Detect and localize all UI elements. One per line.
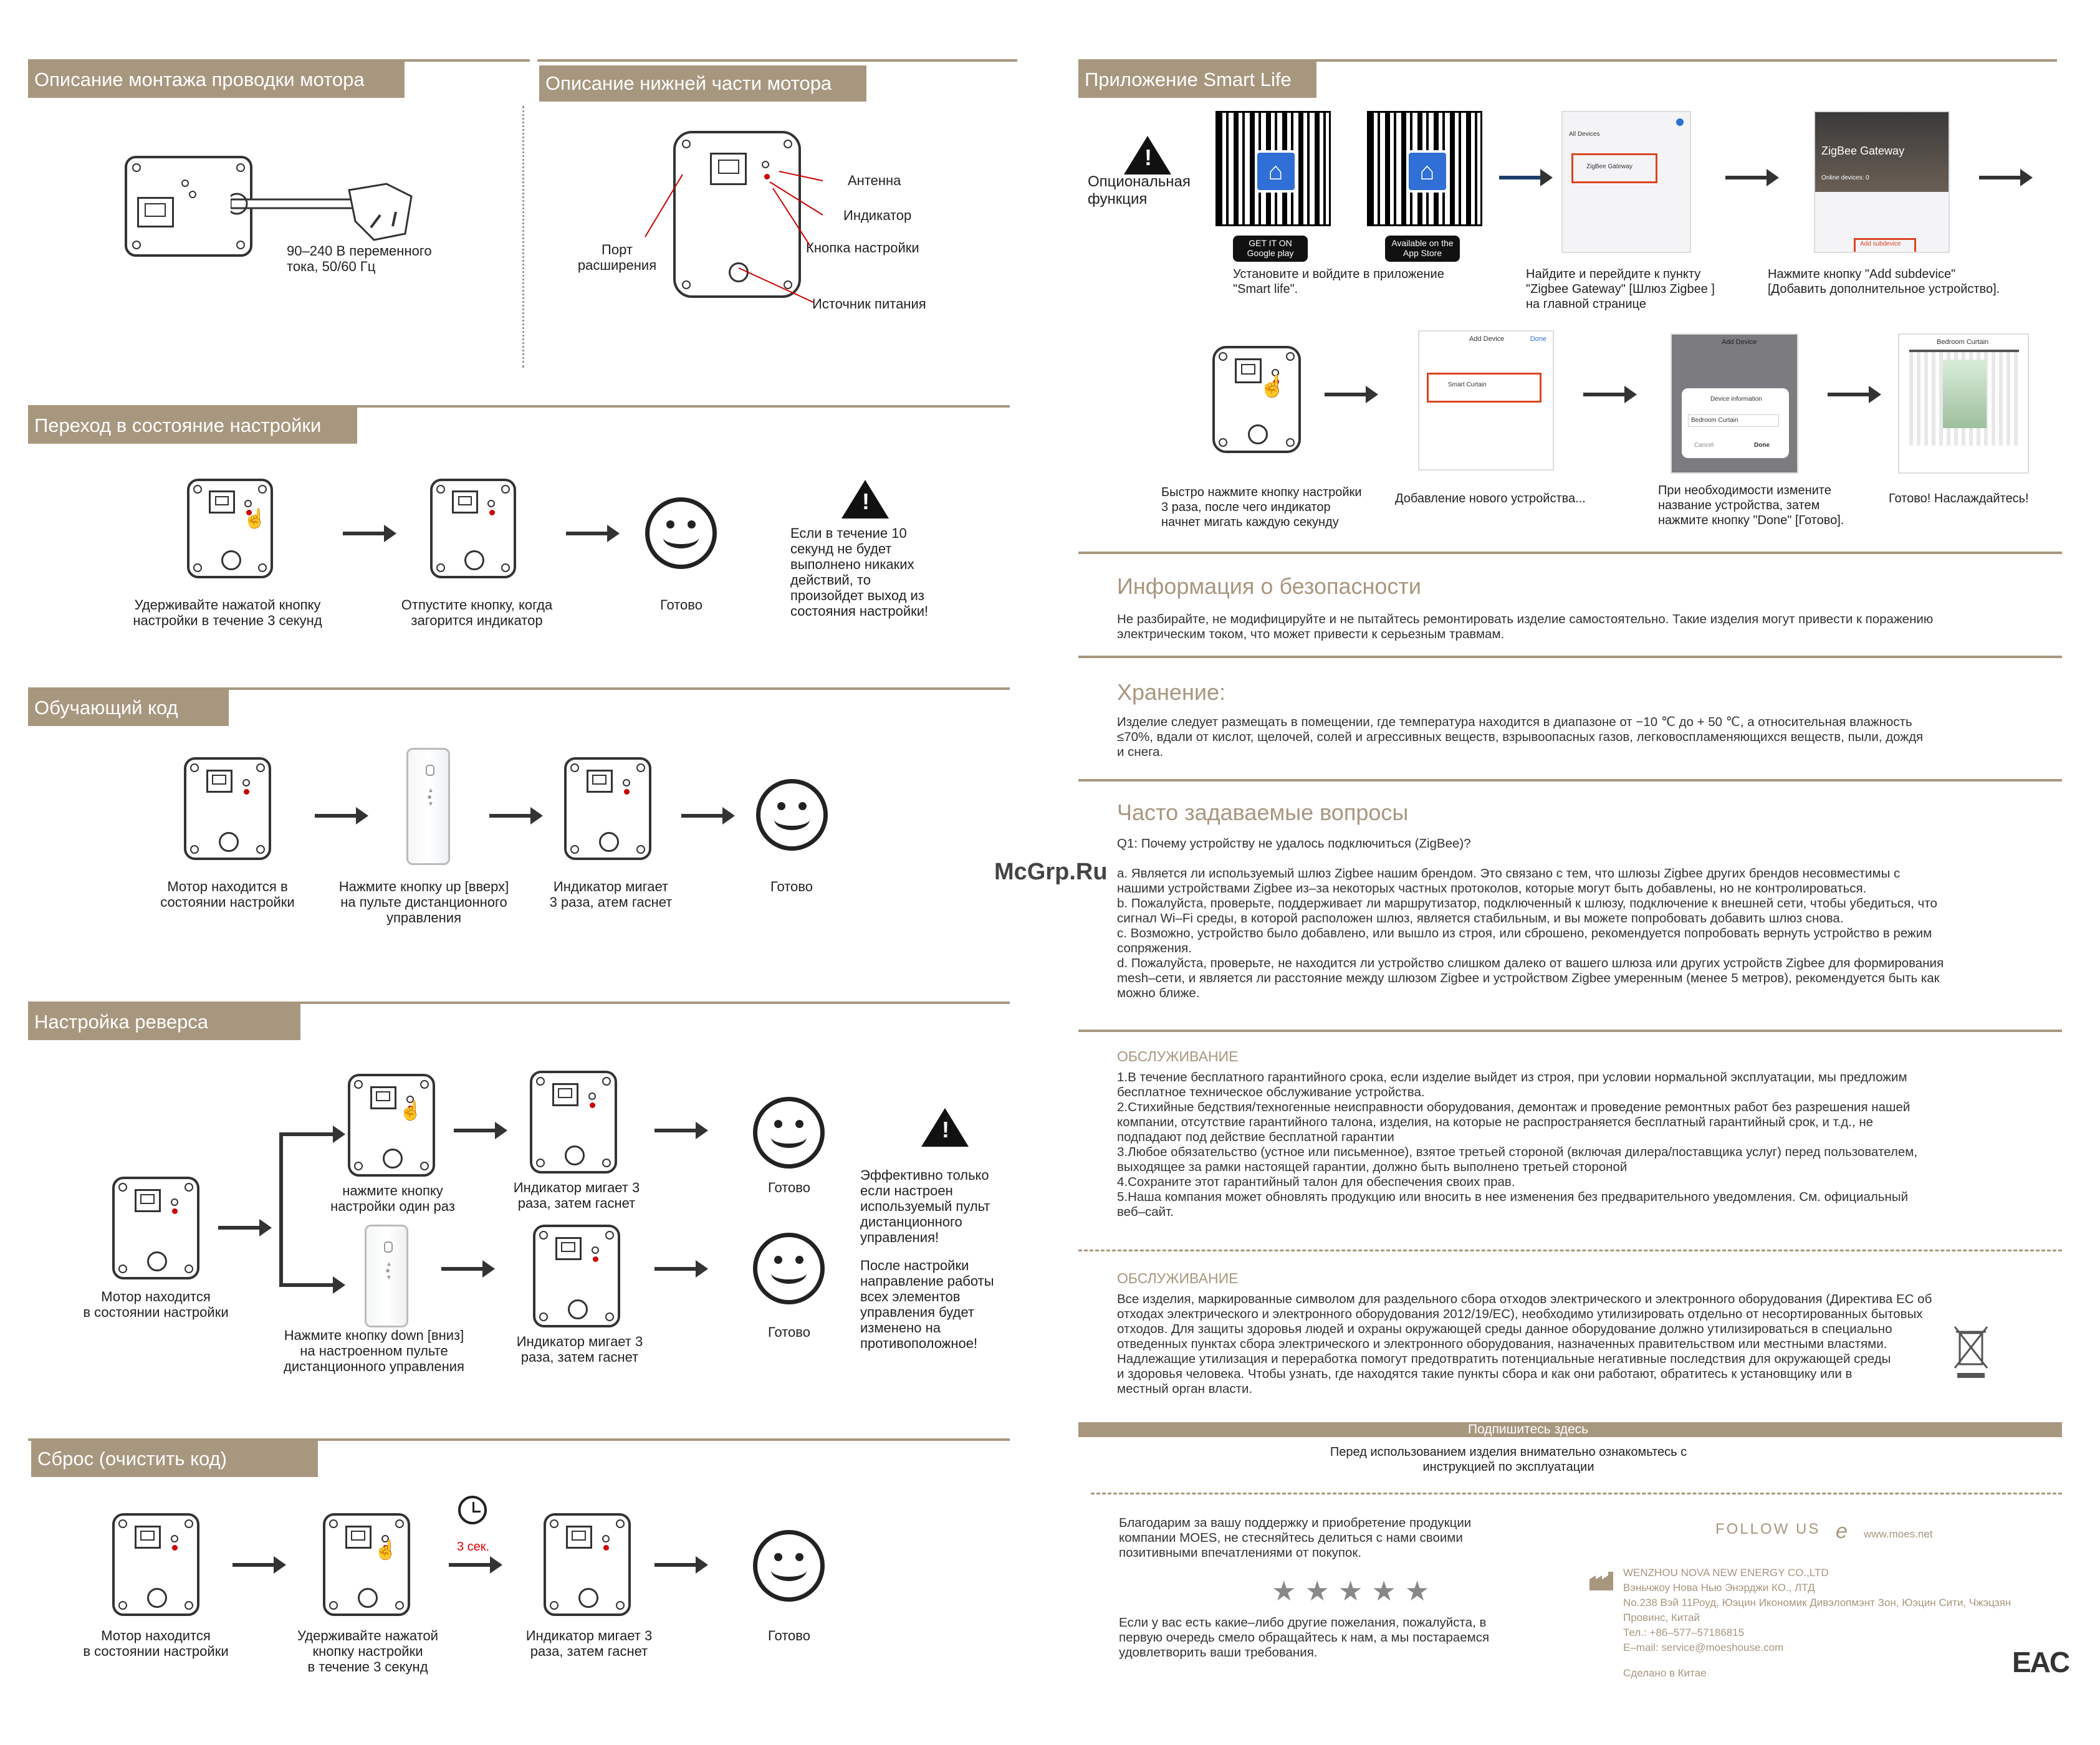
add-sub-caption: Нажмите кнопку "Add subdevice" [Добавить дополнительное устройство]. xyxy=(1768,267,2000,296)
arrow xyxy=(654,1563,698,1567)
star-icon[interactable]: ★ xyxy=(1338,1576,1363,1607)
service2-title: ОБСЛУЖИВАНИЕ xyxy=(1117,1270,1239,1286)
smiley-icon xyxy=(753,1530,825,1602)
s4-cancel[interactable]: Cancel xyxy=(1694,442,1714,449)
arrow xyxy=(233,1563,276,1567)
sign-text: Перед использованием изделия внимательно ознакомьтесь с инструкцией по эксплуатации xyxy=(1330,1445,1687,1474)
reset-step3: Индикатор мигает 3 раза, затем гаснет xyxy=(525,1628,653,1659)
reverse-header: Настройка реверса xyxy=(28,1004,300,1040)
device-name-input[interactable]: Bedroom Curtain xyxy=(1688,414,1779,427)
remote-control-down: ▲ ■ ▼ xyxy=(365,1225,408,1327)
power-label: 90–240 В переменного тока, 50/60 Гц xyxy=(287,243,432,274)
antenna-label: Антенна xyxy=(848,173,901,188)
reset-step2: Удерживайте нажатой кнопку настройки в течение 3 секунд xyxy=(297,1628,438,1675)
optional-label: Опциональная функция xyxy=(1088,173,1191,208)
reset-step1: Мотор находится в состоянии настройки xyxy=(83,1628,229,1659)
qr-code-android xyxy=(1215,111,1331,226)
service-divider xyxy=(1078,1250,2062,1251)
arrow xyxy=(654,1129,698,1132)
phone-screen-curtain xyxy=(1898,333,2029,474)
arrow xyxy=(343,532,386,535)
arrow xyxy=(681,814,725,818)
phone-screen-devices xyxy=(1561,111,1691,253)
smiley-icon xyxy=(756,779,828,851)
rename-caption: При необходимости измените название устройства, затем нажмите кнопку "Done" [Готово]. xyxy=(1658,484,1844,527)
faq-q1: Q1: Почему устройству не удалось подключиться (ZigBee)? xyxy=(1117,836,1471,851)
arrow xyxy=(489,814,533,818)
phone-screen-device-info xyxy=(1671,333,1798,474)
hand-press-icon: ☝ xyxy=(243,509,267,529)
site-link[interactable]: www.moes.net xyxy=(1864,1528,1933,1540)
reset-header: Сброс (очистить код) xyxy=(31,1441,318,1477)
section-divider xyxy=(522,106,524,368)
setup-step1: Удерживайте нажатой кнопку настройки в течение 3 секунд xyxy=(133,597,322,628)
reverse-bot2: Индикатор мигает 3 раза, затем гаснет xyxy=(516,1334,643,1365)
app-header: Приложение Smart Life xyxy=(1078,62,1316,98)
faq-rule xyxy=(1078,779,2062,782)
setup-step3: Готово xyxy=(660,597,702,613)
arrow xyxy=(1828,393,1871,396)
arrow xyxy=(279,1132,335,1136)
learn-header: Обучающий код xyxy=(28,690,229,726)
s3-title: Add Device xyxy=(1469,335,1505,343)
made-in: Сделано в Китае xyxy=(1623,1667,1707,1679)
arrow xyxy=(1725,176,1769,179)
reverse-top3: Готово xyxy=(768,1180,810,1195)
motor-learn-2 xyxy=(564,757,651,860)
arrow xyxy=(1979,176,2023,179)
home-icon: ⌂ xyxy=(1255,150,1297,193)
s4-title: Add Device xyxy=(1722,338,1757,346)
reverse-note2: После настройки направление работы всех элементов управления будет изменено на противоположное! xyxy=(860,1258,994,1351)
setup-step2: Отпустите кнопку, когда загорится индикатор xyxy=(401,597,553,628)
reverse-bot1: Нажмите кнопку down [вниз] на настроенном пульте дистанционного управления xyxy=(284,1327,464,1374)
hand-press-icon: ☝ xyxy=(374,1540,398,1561)
hand-press-icon: ☝ xyxy=(399,1101,423,1121)
smiley-icon xyxy=(645,497,717,569)
phone-screen-gateway xyxy=(1814,111,1950,253)
motor-reverse-bot xyxy=(533,1225,620,1327)
warning-icon: ! xyxy=(841,480,889,519)
motor-app xyxy=(1212,346,1301,453)
thanks-text: Благодарим за вашу поддержку и приобретение продукции компании MOES, не стесняйтесь делиться с нами своими позитивными впечатлениями от покупок. xyxy=(1119,1516,1472,1560)
app-store-badge[interactable]: Available on the App Store xyxy=(1385,236,1460,262)
press3-caption: Быстро нажмите кнопку настройки 3 раза, после чего индикатор начнет мигать каждую секунду xyxy=(1161,485,1362,529)
install-caption: Установите и войдите в приложение "Smart life". xyxy=(1233,267,1444,296)
clock-icon xyxy=(458,1496,487,1524)
watermark: McGrp.Ru xyxy=(994,859,1108,885)
safety-rule xyxy=(1078,552,2062,554)
arrow xyxy=(1499,176,1543,179)
faq-text: a. Является ли используемый шлюз Zigbee нашим брендом. Это связано с тем, что шлюзы Zigbee других брендов несовместимы с нашими устройствами Zigbee из–за некоторых частных протоколов, которые могут быть добавлены, но не контролироваться. b. Пожалуйста, проверьте, поддерживает ли маршрутизатор, подключенный к шлюзу, подключение к внешней сети, чтобы убедиться, что сигнал Wi–Fi среды, в которой расположен шлюз, является стабильным, и вы можете попробовать добавить шлюз снова. c. Возможно, устройство было добавлено, или вышло из строя, или сброшено, рекомендуется попробовать вернуть устройство в режим сопряжения. d. Пожалуйста, проверьте, не находится ли устройство слишком далеко от вашего шлюза или других устройств Zigbee для формирования mesh–сети, и является ли расстояние между шлюзом Zigbee и устройством Zigbee умеренным (менее 5 метров), рекомендуется быть как можно ближе. xyxy=(1117,866,1944,1000)
motor-learn-1 xyxy=(184,757,271,860)
hand-press-icon: ☝ xyxy=(1259,375,1286,398)
arrow xyxy=(441,1267,485,1271)
star-icon[interactable]: ★ xyxy=(1305,1576,1330,1607)
service-rule xyxy=(1078,1030,2062,1032)
reverse-start: Мотор находится в состоянии настройки xyxy=(83,1289,229,1320)
arrow xyxy=(566,532,610,535)
s4-info: Device information xyxy=(1710,396,1762,403)
star-icon[interactable]: ★ xyxy=(1272,1576,1297,1607)
s1-gateway[interactable]: ZigBee Gateway xyxy=(1586,163,1633,170)
company-info: WENZHOU NOVA NEW ENERGY CO.,LTD Вэньчжоу Нова Нью Энэрджи КО., ЛТД No.238 Вэй 11Роуд, Юэцин Икономик Дивэлопмэнт Зон, Юэцин Сити, Чжэцзян Провинс, Китай Тел.: +86–577–57186815 E–mail: service@moeshouse.com xyxy=(1623,1567,2011,1653)
find-caption: Найдите и перейдите к пункту "Zigbee Gateway" [Шлюз Zigbee ] на главной странице xyxy=(1526,267,1715,311)
footer-divider xyxy=(1091,1493,2062,1494)
safety-title: Информация о безопасности xyxy=(1117,573,1422,599)
follow-us: FOLLOW US xyxy=(1715,1521,1821,1537)
arrow xyxy=(279,1283,335,1287)
weee-bin-icon xyxy=(1952,1324,1990,1380)
branch-line xyxy=(279,1134,283,1287)
storage-text: Изделие следует размещать в помещении, где температура находится в диапазоне от −10 ℃ до + 50 ℃, а относительная влажность ≤70%, вдали от кислот, щелочей, солей и агрессивных веществ, взрывоопасных газов, легковоспламеняющихся веществ, пыли, дождя и снега. xyxy=(1117,715,1924,759)
service2-text: Все изделия, маркированные символом для раздельного сбора отходов электрического и электронного оборудования (Директива ЕС об отходах электрического и электронного оборудования 2012/19/EC), необходимо утилизировать отдельно от несортированных бытовых отходов. Для защиты здоровья людей и охраны окружающей среды данное оборудование должно утилизироваться в специально отведенных пунктах сбора электрического и электронного оборудования, назначенных правительством или местными властями. Надлежащие утилизация и переработка помогут предотвратить потенциальные негативные последствия для окружающей среды и здоровья человека. Чтобы узнать, где находятся такие пункты сбора и как они работают, обратитесь к установщику или в местный орган власти. xyxy=(1117,1292,1932,1396)
timer-label: 3 сек. xyxy=(457,1540,490,1554)
factory-icon xyxy=(1588,1570,1616,1592)
storage-rule xyxy=(1078,656,2062,658)
motor-setup-2 xyxy=(430,479,516,578)
storage-title: Хранение: xyxy=(1117,679,1225,705)
service-title: ОБСЛУЖИВАНИЕ xyxy=(1117,1048,1239,1064)
s3-done[interactable]: Done xyxy=(1530,335,1546,343)
arrow xyxy=(1583,393,1627,396)
motor-reset-3 xyxy=(544,1513,631,1616)
qr-code-ios xyxy=(1367,111,1482,226)
reverse-top2: Индикатор мигает 3 раза, затем гаснет xyxy=(513,1180,640,1211)
smiley-icon xyxy=(753,1233,825,1304)
setup-warning: Если в течение 10 секунд не будет выполнено никаких действий, то произойдет выход из состояния настройки! xyxy=(790,525,929,619)
reset-step4: Готово xyxy=(768,1628,810,1643)
star-icon[interactable]: ★ xyxy=(1371,1576,1396,1607)
smiley-icon xyxy=(753,1097,825,1169)
setup-header: Переход в состояние настройки xyxy=(28,408,357,444)
motor-reset-2 xyxy=(323,1513,410,1616)
faq-title: Часто задаваемые вопросы xyxy=(1117,800,1409,825)
adding-caption: Добавление нового устройства... xyxy=(1395,492,1586,505)
other-text: Если у вас есть какие–либо другие пожелания, пожалуйста, в первую очередь смело обращайтесь к нам, а мы постараемся удовлетворить ваши требования. xyxy=(1119,1615,1490,1660)
callout-lines xyxy=(598,143,941,318)
star-icon[interactable]: ★ xyxy=(1404,1576,1430,1607)
reverse-top1: нажмите кнопку настройки один раз xyxy=(330,1183,455,1214)
sign-bar-label: Подпишитесь здесь xyxy=(1468,1422,1589,1437)
arrow xyxy=(1325,393,1368,396)
s3-item[interactable]: Smart Curtain xyxy=(1448,381,1487,388)
port-label: Порт расширения xyxy=(577,242,657,273)
safety-text: Не разбирайте, не модифицируйте и не пытайтесь ремонтировать изделие самостоятельно. Такие изделия могут привести к поражению электрическим током, что может привести к серьезным травмам. xyxy=(1117,612,1934,641)
service-text: 1.В течение бесплатного гарантийного срока, если изделие выйдет из строя, при условии нормальной эксплуатации, мы предложим бесплатное техническое обслуживание устройства. 2.Стихийные бедствия/техногенные неисправности оборудования, демонтаж и проведение ремонтных работ без разрешения нашей компании, отсутствие гарантийного талона, изделия, на которые не распространяется бесплатный гарантийный срок, и т.д., не подпадают под действие бесплатной гарантии 3.Любое обязательство (устное или письменное), взятое третьей стороной (включая дилера/поставщика услуг) перед пользователем, выходящее за рамки настоящей гарантии, должно быть выполнено третьей стороной 4.Сохраните этот гарантийный талон для обеспечения своих прав. 5.Наша компания может обновлять продукцию или вносить в нее изменения без предварительного уведомления. См. официальный веб–сайт. xyxy=(1117,1070,1918,1219)
reverse-bot3: Готово xyxy=(768,1324,810,1340)
power-source-label: Источник питания xyxy=(812,296,926,312)
learn-step2: Нажмите кнопку up [вверх] на пульте дистанционного управления xyxy=(338,879,509,925)
remote-control-up: ▲ ■ ▼ xyxy=(406,748,450,865)
arrow xyxy=(315,814,358,818)
enjoy-caption: Готово! Наслаждайтесь! xyxy=(1889,492,2029,505)
arrow xyxy=(449,1563,492,1567)
s5-title: Bedroom Curtain xyxy=(1937,338,1989,346)
reverse-note1: Эффективно только если настроен используемый пульт дистанционного управления! xyxy=(860,1167,990,1245)
home-icon: ⌂ xyxy=(1406,150,1449,193)
eac-mark: EAC xyxy=(2012,1646,2069,1678)
setup-button-label: Кнопка настройки xyxy=(806,240,919,256)
arrow xyxy=(218,1226,262,1230)
google-play-badge[interactable]: GET IT ON Google play xyxy=(1233,236,1308,262)
arrow xyxy=(654,1267,698,1271)
motor-reset-1 xyxy=(112,1513,199,1616)
wiring-header: Описание монтажа проводки мотора xyxy=(28,62,405,98)
motor-reverse-start xyxy=(112,1177,199,1279)
motor-reverse-top2 xyxy=(530,1071,617,1174)
indicator-label: Индикатор xyxy=(843,208,912,223)
arrow xyxy=(454,1129,497,1132)
s2-online: Online devices: 0 xyxy=(1821,174,1869,181)
learn-step1: Мотор находится в состоянии настройки xyxy=(160,879,295,910)
learn-step3: Индикатор мигает 3 раза, атем гаснет xyxy=(549,879,673,910)
s2-title: ZigBee Gateway xyxy=(1821,145,1905,157)
web-icon: e xyxy=(1836,1519,1848,1543)
warning-icon: ! xyxy=(1124,136,1171,174)
s1-all-devices: All Devices xyxy=(1569,131,1600,138)
motor-reverse-top1 xyxy=(348,1074,435,1177)
rating-stars xyxy=(1272,1575,1429,1607)
bottom-rule xyxy=(537,59,1017,62)
bottom-header: Описание нижней части мотора xyxy=(539,65,866,102)
s4-done[interactable]: Done xyxy=(1754,442,1770,449)
add-subdevice-button[interactable]: Add subdevice xyxy=(1860,241,1901,247)
warning-icon: ! xyxy=(921,1108,969,1147)
phone-screen-add-device xyxy=(1418,330,1554,471)
learn-step4: Готово xyxy=(770,879,813,894)
